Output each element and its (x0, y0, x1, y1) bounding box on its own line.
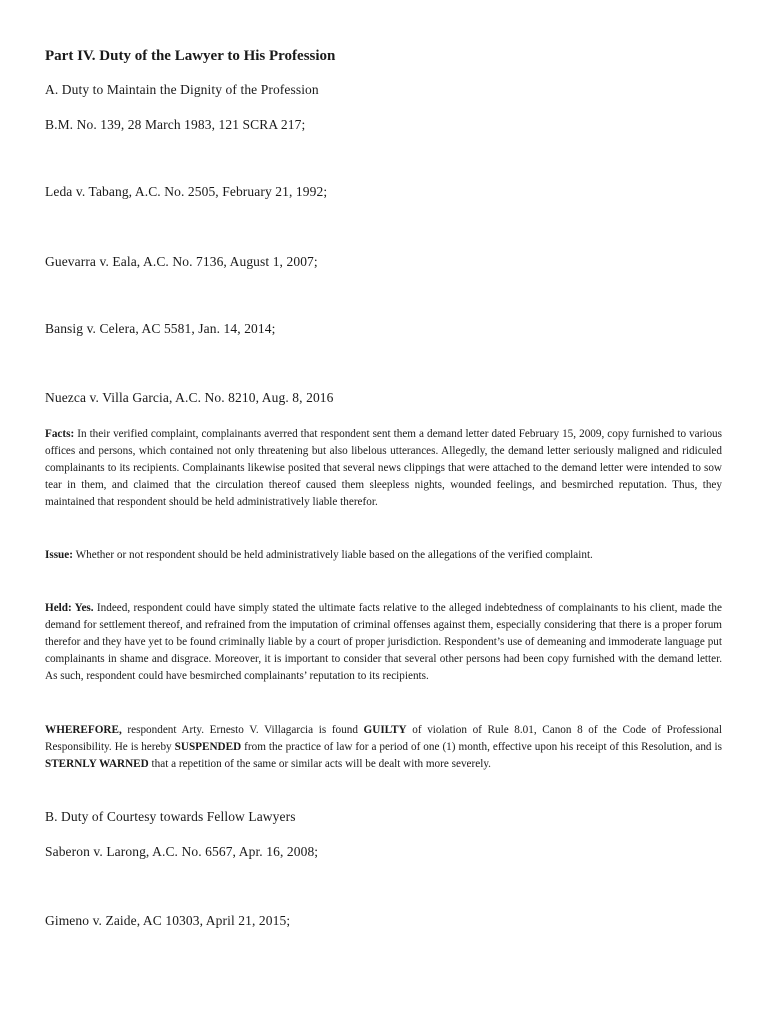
issue-label: Issue: (45, 549, 73, 561)
facts-label: Facts: (45, 428, 75, 440)
document-title: Part IV. Duty of the Lawyer to His Profession (45, 48, 336, 64)
wherefore-label: WHEREFORE, (45, 724, 122, 736)
facts-text: In their verified complaint, complainants averred that respondent sent them a demand letter dated February 15, 2009, copy furnished to various offices and persons, which contained not only threatening but also libelous utterances. Allegedly, the demand letter seriously maligned and ridiculed complainants to its recipients. Complainants likewise posited that several news clippings that were attached to the demand letter were intended to sow tear in them, and claimed that the circulation thereof caused them sleepless nights, wounded feelings, and besmirched reputation. Thus, they maintained that respondent should be held administratively liable therefor. (45, 428, 722, 508)
wherefore-paragraph (45, 722, 722, 773)
wherefore-text: that a repetition of the same or similar acts will be dealt with more severely. (148, 757, 491, 770)
held-label: Held: Yes. (45, 602, 94, 614)
facts-paragraph (45, 426, 722, 511)
wherefore-text: of violation of Rule 8.01, Canon 8 of the Code of Professional Responsibility. He is hereby (45, 724, 722, 753)
case-citation: Nuezca v. Villa Garcia, A.C. No. 8210, Aug. 8, 2016 (45, 390, 334, 405)
case-citation: B.M. No. 139, 28 March 1983, 121 SCRA 217; (45, 117, 306, 132)
case-citation: Leda v. Tabang, A.C. No. 2505, February 21, 1992; (45, 184, 328, 199)
section-a-heading: A. Duty to Maintain the Dignity of the Profession (45, 82, 319, 97)
sternly-warned-emphasis: STERNLY WARNED (45, 757, 149, 770)
section-b-heading: B. Duty of Courtesy towards Fellow Lawyers (45, 809, 296, 824)
issue-text: Whether or not respondent should be held administratively liable based on the allegations of the verified complaint. (72, 549, 593, 561)
case-citation: Guevarra v. Eala, A.C. No. 7136, August 1, 2007; (45, 254, 318, 269)
wherefore-text: from the practice of law for a period of one (1) month, effective upon his receipt of this Resolution, and is (241, 740, 722, 753)
wherefore-text: respondent Arty. Ernesto V. Villagarcia is found (121, 724, 364, 736)
case-citation: Bansig v. Celera, AC 5581, Jan. 14, 2014; (45, 321, 276, 336)
case-citation: Gimeno v. Zaide, AC 10303, April 21, 2015; (45, 913, 291, 928)
case-citation: Saberon v. Larong, A.C. No. 6567, Apr. 16, 2008; (45, 844, 319, 859)
held-paragraph (45, 600, 722, 685)
suspended-emphasis: SUSPENDED (174, 740, 242, 753)
held-text: Indeed, respondent could have simply stated the ultimate facts relative to the alleged indebtedness of complainants to his client, made the demand for settlement thereof, and refrained from the imputation of criminal offenses against them, especially considering that there is a proper forum therefor and they have yet to be found criminally liable by a court of proper jurisdiction. Respondent’s use of demeaning and immoderate language put complainants in shame and disgrace. Moreover, it is important to consider that several other persons had been copy furnished with the demand letter. As such, respondent could have besmirched complainants’ reputation to its recipients. (45, 602, 722, 682)
issue-paragraph (45, 547, 722, 564)
guilty-emphasis: GUILTY (363, 724, 407, 736)
